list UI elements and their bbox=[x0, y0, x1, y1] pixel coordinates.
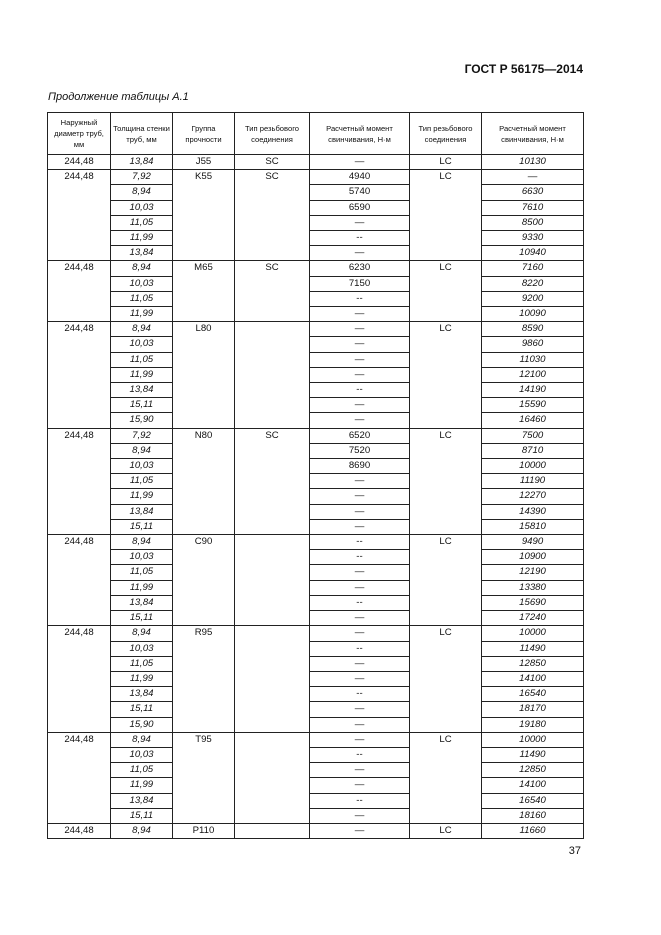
cell-wall-thickness: 8,94 bbox=[111, 443, 173, 458]
cell-strength-group: R95 bbox=[173, 626, 235, 732]
cell-makeup-torque-1: -- bbox=[310, 231, 410, 246]
cell-wall-thickness: 15,11 bbox=[111, 398, 173, 413]
cell-makeup-torque-2: 8500 bbox=[482, 215, 584, 230]
cell-makeup-torque-2: 11190 bbox=[482, 474, 584, 489]
cell-makeup-torque-1: 8690 bbox=[310, 459, 410, 474]
cell-makeup-torque-1: -- bbox=[310, 747, 410, 762]
cell-makeup-torque-2: 10940 bbox=[482, 246, 584, 261]
cell-wall-thickness: 11,05 bbox=[111, 474, 173, 489]
cell-makeup-torque-1: — bbox=[310, 626, 410, 641]
cell-makeup-torque-1: — bbox=[310, 763, 410, 778]
cell-strength-group: N80 bbox=[173, 428, 235, 534]
cell-makeup-torque-1: 6520 bbox=[310, 428, 410, 443]
table-row bbox=[48, 200, 584, 215]
cell-makeup-torque-2: 9200 bbox=[482, 291, 584, 306]
cell-makeup-torque-1: — bbox=[310, 489, 410, 504]
cell-wall-thickness: 13,84 bbox=[111, 155, 173, 170]
cell-wall-thickness: 8,94 bbox=[111, 732, 173, 747]
cell-wall-thickness: 13,84 bbox=[111, 246, 173, 261]
table-row bbox=[48, 535, 584, 550]
col-header-strength-group: Группа прочности bbox=[173, 113, 235, 155]
cell-makeup-torque-2: 10000 bbox=[482, 732, 584, 747]
table-row bbox=[48, 687, 584, 702]
cell-makeup-torque-1: -- bbox=[310, 550, 410, 565]
cell-makeup-torque-2: 12270 bbox=[482, 489, 584, 504]
cell-makeup-torque-2: 7610 bbox=[482, 200, 584, 215]
table-row bbox=[48, 626, 584, 641]
cell-thread-type-1: SC bbox=[235, 155, 310, 170]
table-row bbox=[48, 519, 584, 534]
cell-thread-type-2: LC bbox=[410, 732, 482, 823]
cell-wall-thickness: 10,03 bbox=[111, 200, 173, 215]
cell-makeup-torque-2: 14100 bbox=[482, 671, 584, 686]
cell-makeup-torque-1: -- bbox=[310, 595, 410, 610]
cell-wall-thickness: 11,05 bbox=[111, 763, 173, 778]
cell-makeup-torque-2: 11490 bbox=[482, 747, 584, 762]
cell-wall-thickness: 15,11 bbox=[111, 808, 173, 823]
table-row bbox=[48, 595, 584, 610]
cell-makeup-torque-2: 13380 bbox=[482, 580, 584, 595]
cell-makeup-torque-1: — bbox=[310, 656, 410, 671]
cell-outer-diameter: 244,48 bbox=[48, 261, 111, 322]
cell-makeup-torque-2: 12100 bbox=[482, 367, 584, 382]
table-row bbox=[48, 459, 584, 474]
table-row bbox=[48, 474, 584, 489]
table-caption: Продолжение таблицы А.1 bbox=[48, 91, 189, 103]
cell-makeup-torque-1: — bbox=[310, 246, 410, 261]
col-header-thread-type-1: Тип резьбового соединения bbox=[235, 113, 310, 155]
cell-wall-thickness: 13,84 bbox=[111, 383, 173, 398]
table-row bbox=[48, 261, 584, 276]
cell-makeup-torque-2: 15810 bbox=[482, 519, 584, 534]
cell-makeup-torque-1: 4940 bbox=[310, 170, 410, 185]
cell-wall-thickness: 11,99 bbox=[111, 231, 173, 246]
table-row bbox=[48, 383, 584, 398]
cell-makeup-torque-1: -- bbox=[310, 793, 410, 808]
cell-thread-type-1 bbox=[235, 823, 310, 838]
table-row bbox=[48, 702, 584, 717]
table-row bbox=[48, 428, 584, 443]
cell-makeup-torque-2: 10090 bbox=[482, 307, 584, 322]
cell-makeup-torque-2: 9330 bbox=[482, 231, 584, 246]
table-row bbox=[48, 732, 584, 747]
cell-strength-group: L80 bbox=[173, 322, 235, 428]
cell-wall-thickness: 10,03 bbox=[111, 747, 173, 762]
cell-wall-thickness: 15,90 bbox=[111, 717, 173, 732]
cell-wall-thickness: 15,11 bbox=[111, 519, 173, 534]
table-row bbox=[48, 823, 584, 838]
table-row bbox=[48, 641, 584, 656]
cell-makeup-torque-1: — bbox=[310, 580, 410, 595]
cell-makeup-torque-2: — bbox=[482, 170, 584, 185]
cell-thread-type-1: SC bbox=[235, 261, 310, 322]
cell-makeup-torque-1: — bbox=[310, 611, 410, 626]
table-row bbox=[48, 671, 584, 686]
cell-thread-type-1 bbox=[235, 535, 310, 626]
cell-makeup-torque-1: -- bbox=[310, 383, 410, 398]
cell-wall-thickness: 8,94 bbox=[111, 535, 173, 550]
cell-wall-thickness: 15,11 bbox=[111, 702, 173, 717]
col-header-outer-diameter: Наружный диаметр труб, мм bbox=[48, 113, 111, 155]
cell-makeup-torque-1: 7150 bbox=[310, 276, 410, 291]
cell-makeup-torque-2: 15690 bbox=[482, 595, 584, 610]
cell-makeup-torque-1: — bbox=[310, 823, 410, 838]
table-row bbox=[48, 778, 584, 793]
cell-wall-thickness: 8,94 bbox=[111, 261, 173, 276]
cell-makeup-torque-2: 18160 bbox=[482, 808, 584, 823]
cell-makeup-torque-2: 12190 bbox=[482, 565, 584, 580]
cell-strength-group: J55 bbox=[173, 155, 235, 170]
cell-makeup-torque-1: — bbox=[310, 778, 410, 793]
cell-wall-thickness: 7,92 bbox=[111, 170, 173, 185]
cell-wall-thickness: 13,84 bbox=[111, 504, 173, 519]
cell-makeup-torque-2: 16460 bbox=[482, 413, 584, 428]
cell-wall-thickness: 13,84 bbox=[111, 687, 173, 702]
cell-makeup-torque-2: 16540 bbox=[482, 687, 584, 702]
cell-wall-thickness: 11,99 bbox=[111, 367, 173, 382]
cell-outer-diameter: 244,48 bbox=[48, 170, 111, 261]
cell-wall-thickness: 8,94 bbox=[111, 626, 173, 641]
cell-thread-type-1: SC bbox=[235, 170, 310, 261]
cell-thread-type-2: LC bbox=[410, 322, 482, 428]
cell-thread-type-2: LC bbox=[410, 428, 482, 534]
cell-makeup-torque-1: — bbox=[310, 671, 410, 686]
cell-makeup-torque-1: — bbox=[310, 808, 410, 823]
cell-makeup-torque-1: — bbox=[310, 474, 410, 489]
cell-makeup-torque-1: -- bbox=[310, 535, 410, 550]
table-row bbox=[48, 155, 584, 170]
cell-makeup-torque-2: 18170 bbox=[482, 702, 584, 717]
cell-makeup-torque-2: 7500 bbox=[482, 428, 584, 443]
cell-wall-thickness: 13,84 bbox=[111, 793, 173, 808]
cell-thread-type-2: LC bbox=[410, 535, 482, 626]
table-row bbox=[48, 565, 584, 580]
cell-makeup-torque-1: — bbox=[310, 504, 410, 519]
cell-thread-type-2: LC bbox=[410, 261, 482, 322]
cell-makeup-torque-1: — bbox=[310, 413, 410, 428]
table-row bbox=[48, 763, 584, 778]
table-row bbox=[48, 170, 584, 185]
cell-outer-diameter: 244,48 bbox=[48, 535, 111, 626]
cell-strength-group: C90 bbox=[173, 535, 235, 626]
cell-wall-thickness: 11,99 bbox=[111, 307, 173, 322]
cell-thread-type-1 bbox=[235, 732, 310, 823]
table-row bbox=[48, 747, 584, 762]
cell-wall-thickness: 11,05 bbox=[111, 291, 173, 306]
cell-makeup-torque-1: — bbox=[310, 702, 410, 717]
cell-makeup-torque-2: 15590 bbox=[482, 398, 584, 413]
cell-makeup-torque-1: -- bbox=[310, 641, 410, 656]
cell-makeup-torque-2: 11660 bbox=[482, 823, 584, 838]
cell-makeup-torque-1: — bbox=[310, 717, 410, 732]
cell-makeup-torque-1: — bbox=[310, 565, 410, 580]
cell-makeup-torque-2: 8590 bbox=[482, 322, 584, 337]
cell-strength-group: P110 bbox=[173, 823, 235, 838]
cell-wall-thickness: 11,05 bbox=[111, 565, 173, 580]
cell-makeup-torque-2: 14390 bbox=[482, 504, 584, 519]
cell-wall-thickness: 11,05 bbox=[111, 215, 173, 230]
table-row bbox=[48, 276, 584, 291]
cell-wall-thickness: 10,03 bbox=[111, 459, 173, 474]
table-row bbox=[48, 443, 584, 458]
cell-outer-diameter: 244,48 bbox=[48, 428, 111, 534]
table-header-row bbox=[48, 113, 584, 155]
cell-makeup-torque-2: 7160 bbox=[482, 261, 584, 276]
cell-makeup-torque-2: 11030 bbox=[482, 352, 584, 367]
table-row bbox=[48, 352, 584, 367]
cell-wall-thickness: 11,05 bbox=[111, 656, 173, 671]
cell-makeup-torque-2: 14190 bbox=[482, 383, 584, 398]
cell-makeup-torque-1: 6590 bbox=[310, 200, 410, 215]
table-row bbox=[48, 307, 584, 322]
table-row bbox=[48, 808, 584, 823]
cell-wall-thickness: 8,94 bbox=[111, 185, 173, 200]
cell-makeup-torque-2: 6630 bbox=[482, 185, 584, 200]
cell-outer-diameter: 244,48 bbox=[48, 626, 111, 732]
cell-outer-diameter: 244,48 bbox=[48, 732, 111, 823]
cell-outer-diameter: 244,48 bbox=[48, 155, 111, 170]
cell-makeup-torque-2: 9490 bbox=[482, 535, 584, 550]
cell-makeup-torque-1: -- bbox=[310, 687, 410, 702]
table-row bbox=[48, 246, 584, 261]
cell-makeup-torque-2: 12850 bbox=[482, 763, 584, 778]
cell-makeup-torque-1: 6230 bbox=[310, 261, 410, 276]
table-row bbox=[48, 717, 584, 732]
table-row bbox=[48, 185, 584, 200]
cell-outer-diameter: 244,48 bbox=[48, 322, 111, 428]
cell-makeup-torque-1: — bbox=[310, 307, 410, 322]
standard-designation: ГОСТ Р 56175—2014 bbox=[464, 62, 583, 76]
table-row bbox=[48, 231, 584, 246]
cell-makeup-torque-2: 10000 bbox=[482, 459, 584, 474]
cell-thread-type-1: SC bbox=[235, 428, 310, 534]
cell-thread-type-2: LC bbox=[410, 823, 482, 838]
cell-wall-thickness: 10,03 bbox=[111, 550, 173, 565]
col-header-makeup-torque-2: Расчетный момент свинчивания, Н·м bbox=[482, 113, 584, 155]
cell-outer-diameter: 244,48 bbox=[48, 823, 111, 838]
cell-makeup-torque-2: 14100 bbox=[482, 778, 584, 793]
cell-wall-thickness: 10,03 bbox=[111, 641, 173, 656]
cell-makeup-torque-1: — bbox=[310, 398, 410, 413]
cell-wall-thickness: 8,94 bbox=[111, 322, 173, 337]
cell-thread-type-1 bbox=[235, 322, 310, 428]
col-header-wall-thickness: Толщина стенки труб, мм bbox=[111, 113, 173, 155]
cell-makeup-torque-1: 5740 bbox=[310, 185, 410, 200]
cell-wall-thickness: 15,90 bbox=[111, 413, 173, 428]
col-header-makeup-torque-1: Расчетный момент свинчивания, Н·м bbox=[310, 113, 410, 155]
cell-makeup-torque-2: 11490 bbox=[482, 641, 584, 656]
cell-wall-thickness: 10,03 bbox=[111, 337, 173, 352]
table-row bbox=[48, 550, 584, 565]
cell-wall-thickness: 11,99 bbox=[111, 778, 173, 793]
cell-makeup-torque-1: — bbox=[310, 519, 410, 534]
cell-makeup-torque-1: — bbox=[310, 352, 410, 367]
cell-makeup-torque-2: 8220 bbox=[482, 276, 584, 291]
cell-makeup-torque-2: 8710 bbox=[482, 443, 584, 458]
cell-wall-thickness: 13,84 bbox=[111, 595, 173, 610]
page-number: 37 bbox=[568, 845, 581, 857]
cell-makeup-torque-2: 10900 bbox=[482, 550, 584, 565]
table-row bbox=[48, 489, 584, 504]
cell-makeup-torque-1: — bbox=[310, 732, 410, 747]
table-row bbox=[48, 398, 584, 413]
cell-wall-thickness: 11,99 bbox=[111, 580, 173, 595]
cell-strength-group: K55 bbox=[173, 170, 235, 261]
cell-wall-thickness: 8,94 bbox=[111, 823, 173, 838]
cell-makeup-torque-1: — bbox=[310, 322, 410, 337]
table-row bbox=[48, 413, 584, 428]
cell-makeup-torque-1: — bbox=[310, 215, 410, 230]
table-row bbox=[48, 656, 584, 671]
cell-wall-thickness: 11,05 bbox=[111, 352, 173, 367]
cell-makeup-torque-2: 19180 bbox=[482, 717, 584, 732]
cell-strength-group: M65 bbox=[173, 261, 235, 322]
cell-makeup-torque-2: 9860 bbox=[482, 337, 584, 352]
cell-strength-group: T95 bbox=[173, 732, 235, 823]
table-row bbox=[48, 793, 584, 808]
cell-wall-thickness: 11,99 bbox=[111, 489, 173, 504]
cell-makeup-torque-2: 12850 bbox=[482, 656, 584, 671]
cell-makeup-torque-2: 17240 bbox=[482, 611, 584, 626]
cell-wall-thickness: 11,99 bbox=[111, 671, 173, 686]
cell-wall-thickness: 15,11 bbox=[111, 611, 173, 626]
table-row bbox=[48, 291, 584, 306]
cell-makeup-torque-1: — bbox=[310, 337, 410, 352]
table-row bbox=[48, 337, 584, 352]
cell-makeup-torque-2: 16540 bbox=[482, 793, 584, 808]
specification-table bbox=[47, 112, 584, 839]
table-row bbox=[48, 580, 584, 595]
table-row bbox=[48, 367, 584, 382]
cell-makeup-torque-1: 7520 bbox=[310, 443, 410, 458]
cell-makeup-torque-2: 10000 bbox=[482, 626, 584, 641]
cell-makeup-torque-1: — bbox=[310, 155, 410, 170]
table-row bbox=[48, 322, 584, 337]
col-header-thread-type-2: Тип резьбового соединения bbox=[410, 113, 482, 155]
cell-wall-thickness: 10,03 bbox=[111, 276, 173, 291]
cell-wall-thickness: 7,92 bbox=[111, 428, 173, 443]
cell-thread-type-2: LC bbox=[410, 155, 482, 170]
table-row bbox=[48, 215, 584, 230]
cell-makeup-torque-1: — bbox=[310, 367, 410, 382]
cell-makeup-torque-2: 10130 bbox=[482, 155, 584, 170]
cell-thread-type-2: LC bbox=[410, 626, 482, 732]
table-row bbox=[48, 504, 584, 519]
cell-thread-type-1 bbox=[235, 626, 310, 732]
cell-makeup-torque-1: -- bbox=[310, 291, 410, 306]
cell-thread-type-2: LC bbox=[410, 170, 482, 261]
table-row bbox=[48, 611, 584, 626]
